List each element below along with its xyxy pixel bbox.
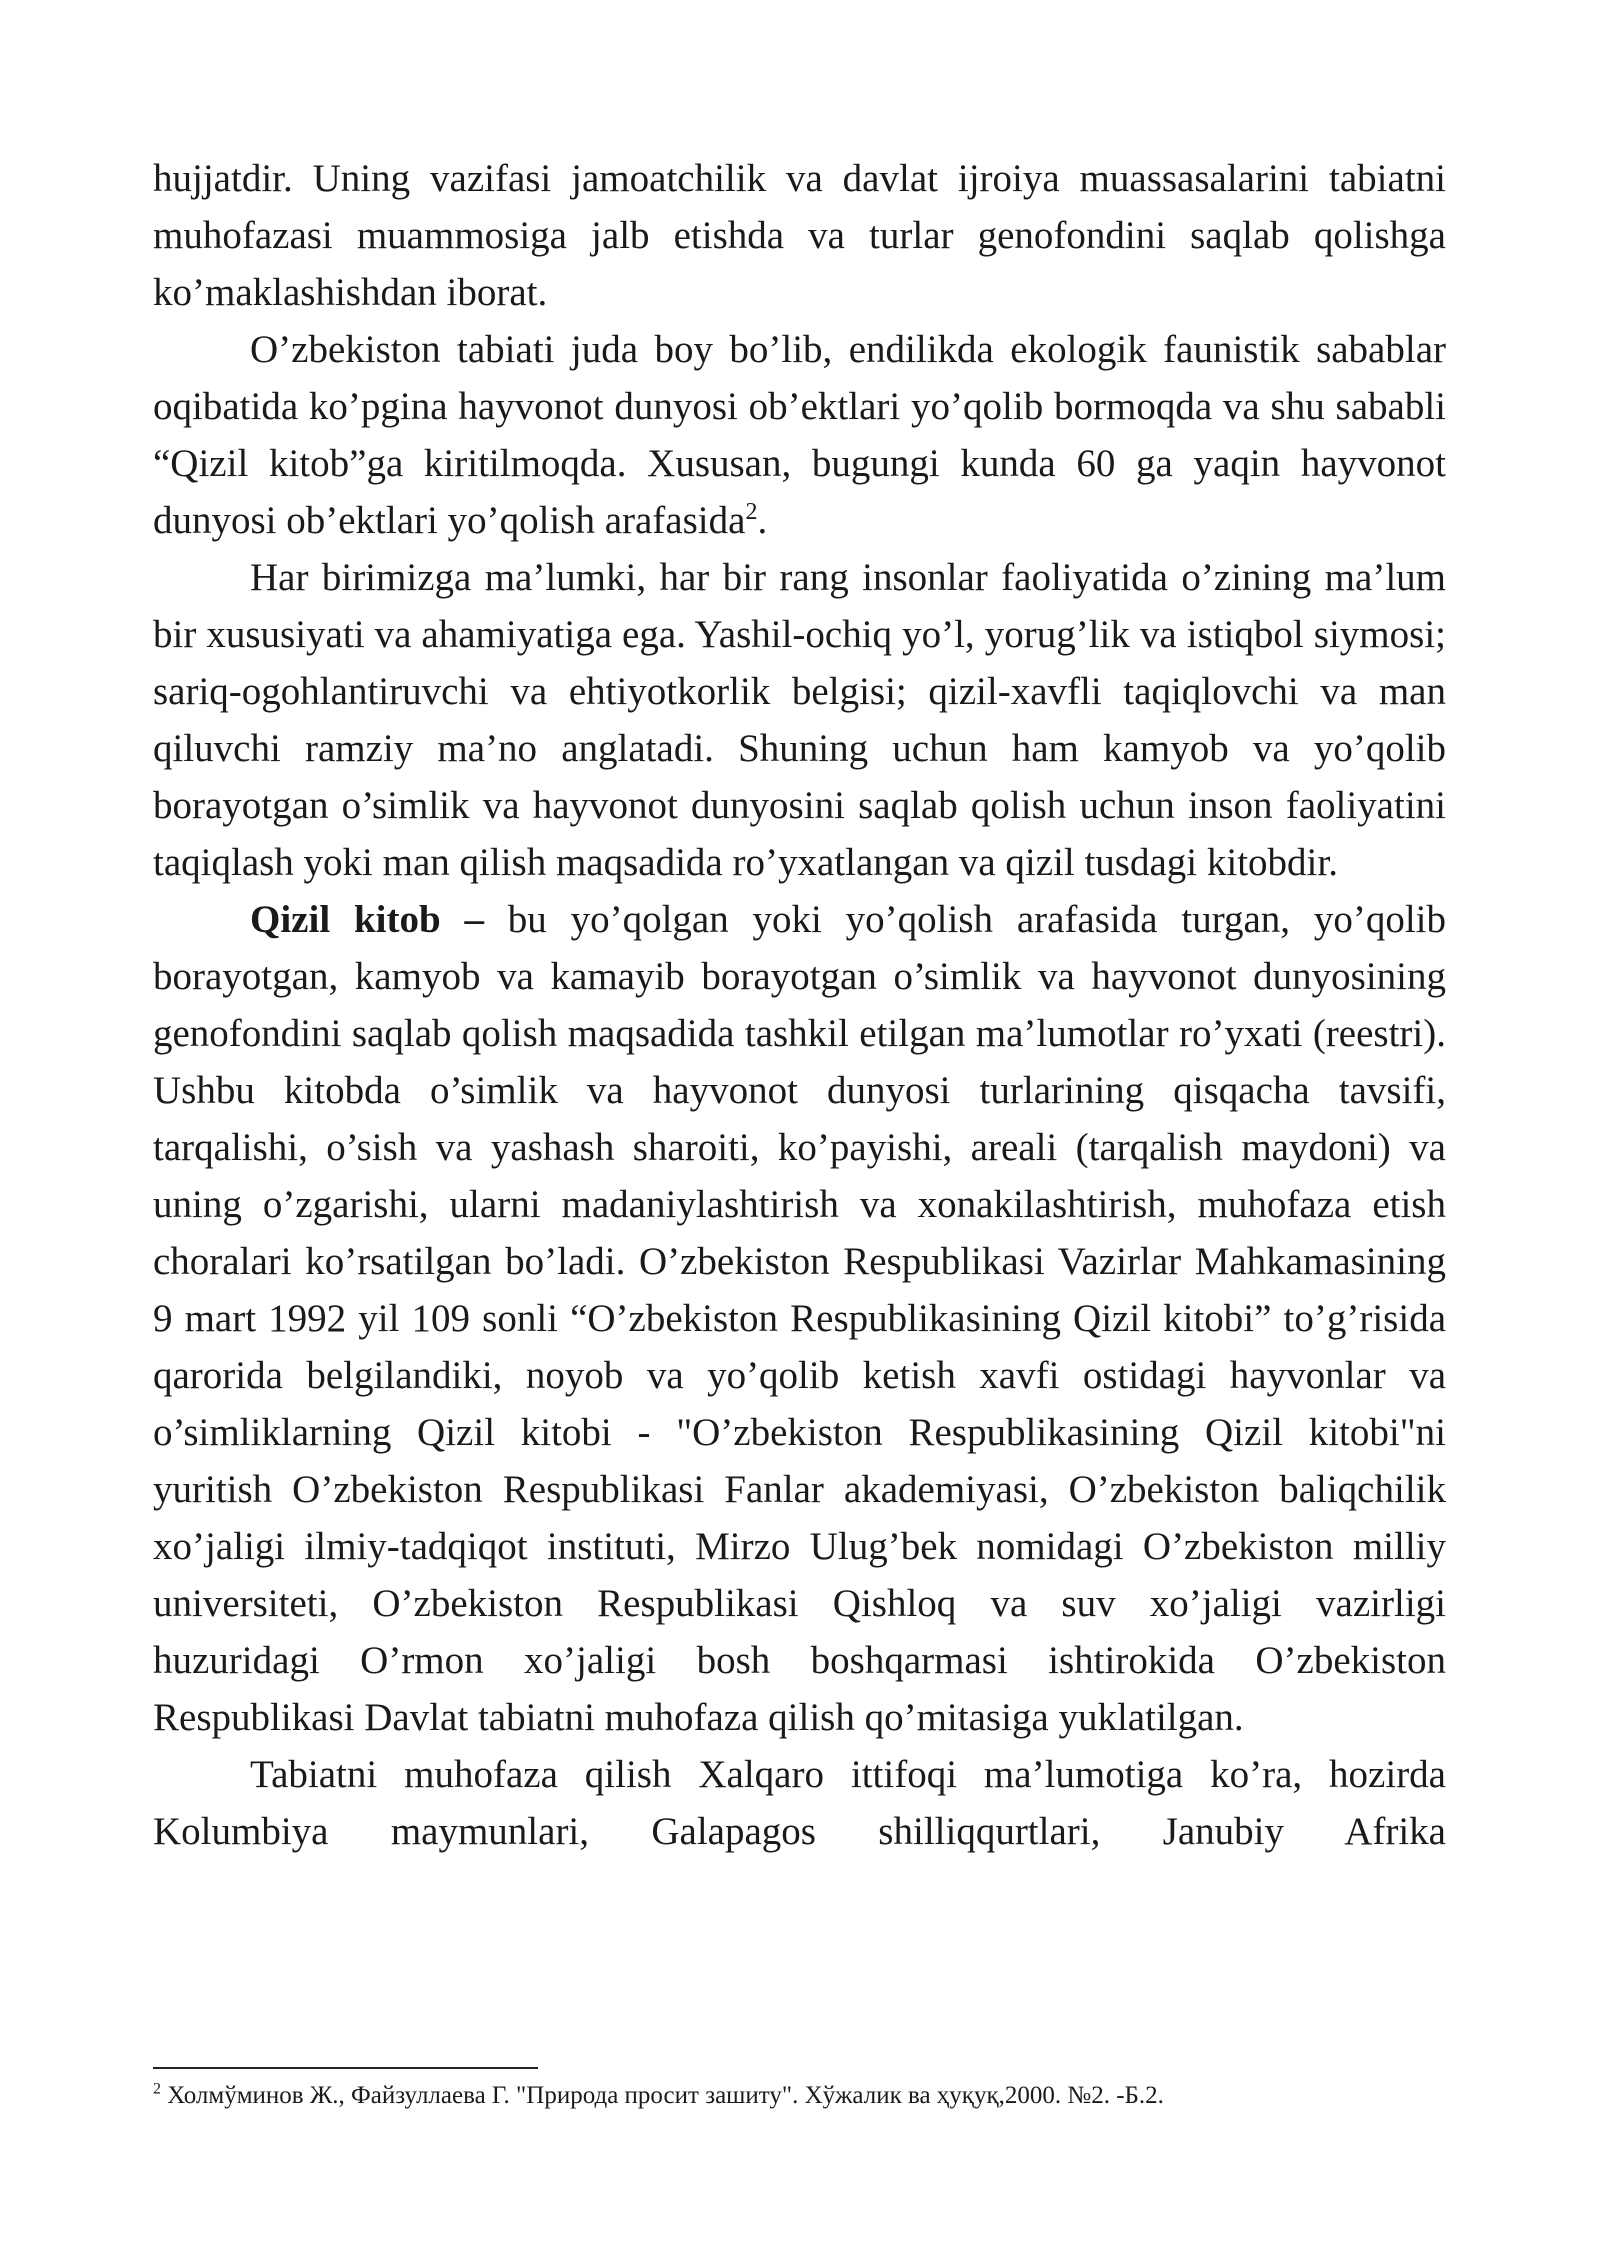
document-body [153,150,1446,1860]
paragraph-2-text: O’zbekiston tabiati juda boy bo’lib, endilikda ekologik faunistik sabablar oqibatida ko’pgina hayvonot dunyosi ob’ektlari yo’qolib bormoqda va shu sababli “Qizil kitob”ga kiritilmoqda. Xususan, bugungi kunda 60 ga yaqin hayvonot dunyosi ob’ektlari yo’qolish arafasida [153,328,1446,542]
footnote-reference[interactable]: 2 [745,499,758,525]
paragraph-2-end: . [757,499,768,542]
footnote-text: Холмўминов Ж., Файзуллаева Г. "Природа просит зашиту". Хўжалик ва ҳуқуқ,2000. №2. -Б.2. [161,2082,1164,2109]
footnote [153,2080,1446,2112]
paragraph-1 [153,150,1446,321]
paragraph-4 [153,891,1446,1746]
paragraph-3 [153,549,1446,891]
paragraph-1-text: hujjatdir. Uning vazifasi jamoatchilik va davlat ijroiya muassasalarini tabiatni muhofazasi muammosiga jalb etishda va turlar genofondini saqlab qolishga ko’maklashishdan iborat. [153,157,1446,314]
term-heading: Qizil kitob – [250,898,484,941]
paragraph-5 [153,1746,1446,1860]
footnote-marker: 2 [153,2080,161,2098]
paragraph-3-text: Har birimizga ma’lumki, har bir rang insonlar faoliyatida o’zining ma’lum bir xususiyati va ahamiyatiga ega. Yashil-ochiq yo’l, yorug’lik va istiqbol siymosi; sariq-ogohlantiruvchi va ehtiyotkorlik belgisi; qizil-xavfli taqiqlovchi va man qiluvchi ramziy ma’no anglatadi. Shuning uchun ham kamyob va yo’qolib borayotgan o’simlik va hayvonot dunyosini saqlab qolish uchun inson faoliyatini taqiqlash yoki man qilish maqsadida ro’yxatlangan va qizil tusdagi kitobdir. [153,556,1446,884]
paragraph-2 [153,321,1446,549]
paragraph-4-text: bu yo’qolgan yoki yo’qolish arafasida turgan, yo’qolib borayotgan, kamyob va kamayib borayotgan o’simlik va hayvonot dunyosining genofondini saqlab qolish maqsadida tashkil etilgan ma’lumotlar ro’yxati (reestri). Ushbu kitobda o’simlik va hayvonot dunyosi turlarining qisqacha tavsifi, tarqalishi, o’sish va yashash sharoiti, ko’payishi, areali (tarqalish maydoni) va uning o’zgarishi, ularni madaniylashtirish va xonakilashtirish, muhofaza etish choralari ko’rsatilgan bo’ladi. O’zbekiston Respublikasi Vazirlar Mahkamasining 9 mart 1992 yil 109 sonli “O’zbekiston Respublikasining Qizil kitobi” to’g’risida qarorida belgilandiki, noyob va yo’qolib ketish xavfi ostidagi hayvonlar va o’simliklarning Qizil kitobi - "O’zbekiston Respublikasining Qizil kitobi"ni yuritish O’zbekiston Respublikasi Fanlar akademiyasi, O’zbekiston baliqchilik xo’jaligi ilmiy-tadqiqot instituti, Mirzo Ulug’bek nomidagi O’zbekiston milliy universiteti, O’zbekiston Respublikasi Qishloq va suv xo’jaligi vazirligi huzuridagi O’rmon xo’jaligi bosh boshqarmasi ishtirokida O’zbekiston Respublikasi Davlat tabiatni muhofaza qilish qo’mitasiga yuklatilgan. [153,898,1447,1739]
footnote-separator [153,2067,538,2069]
paragraph-5-text: Tabiatni muhofaza qilish Xalqaro ittifoqi ma’lumotiga ko’ra, hozirda Kolumbiya maymunlari, Galapagos shilliqqurtlari, Janubiy Afrika [153,1753,1446,1853]
